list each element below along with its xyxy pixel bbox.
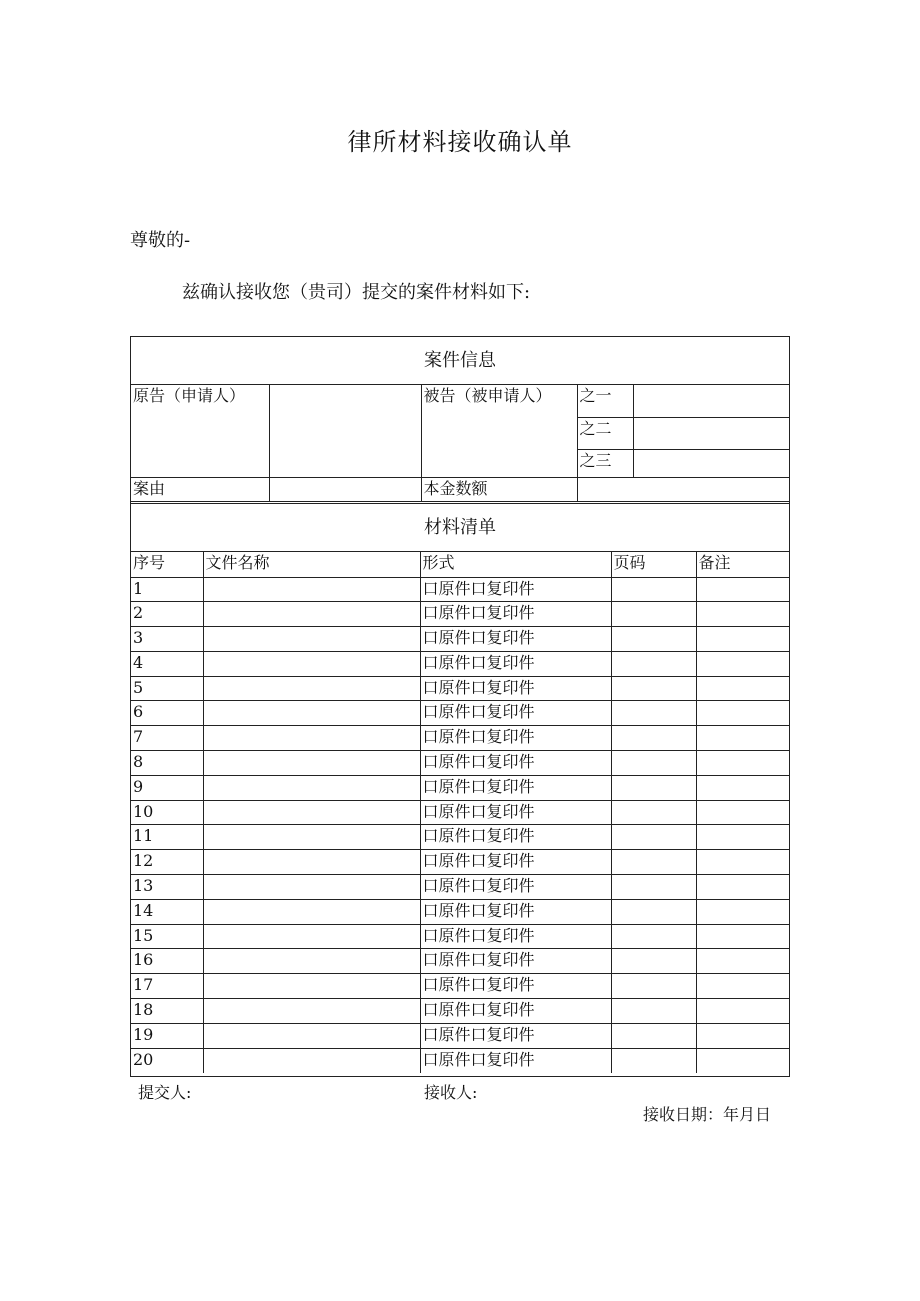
pages-cell[interactable] [611, 577, 696, 602]
greeting: 尊敬的- [130, 230, 191, 251]
col-header-notes: 备注 [696, 552, 789, 577]
form-cell[interactable]: 口原件口复印件 [420, 751, 611, 776]
notes-cell[interactable] [696, 1048, 789, 1073]
table-row [131, 577, 789, 602]
form-cell[interactable]: 口原件口复印件 [420, 875, 611, 900]
form-cell[interactable]: 口原件口复印件 [420, 899, 611, 924]
form-cell[interactable]: 口原件口复印件 [420, 627, 611, 652]
defendant-3-label: 之三 [577, 449, 633, 477]
table-row [131, 726, 789, 751]
pages-cell[interactable] [611, 1048, 696, 1073]
amount-field[interactable] [577, 477, 789, 501]
case-info-section [130, 336, 790, 504]
filename-cell[interactable] [203, 775, 420, 800]
filename-cell[interactable] [203, 924, 420, 949]
form-cell[interactable]: 口原件口复印件 [420, 726, 611, 751]
col-header-index: 序号 [131, 552, 203, 577]
form-cell[interactable]: 口原件口复印件 [420, 924, 611, 949]
table-row [131, 949, 789, 974]
filename-cell[interactable] [203, 899, 420, 924]
case-info-table [131, 385, 789, 502]
row-index: 10 [131, 800, 203, 825]
table-row [131, 825, 789, 850]
pages-cell[interactable] [611, 1023, 696, 1048]
filename-cell[interactable] [203, 825, 420, 850]
table-row [131, 1023, 789, 1048]
notes-cell[interactable] [696, 726, 789, 751]
intro-text: 兹确认接收您（贵司）提交的案件材料如下: [182, 282, 531, 303]
defendant-1-field[interactable] [633, 385, 789, 417]
row-index: 13 [131, 875, 203, 900]
form-cell[interactable]: 口原件口复印件 [420, 1048, 611, 1073]
filename-cell[interactable] [203, 949, 420, 974]
table-row [131, 924, 789, 949]
notes-cell[interactable] [696, 949, 789, 974]
filename-cell[interactable] [203, 676, 420, 701]
row-index: 20 [131, 1048, 203, 1073]
defendant-2-label: 之二 [577, 417, 633, 449]
pages-cell[interactable] [611, 999, 696, 1024]
pages-cell[interactable] [611, 974, 696, 999]
cause-label: 案由 [131, 477, 269, 501]
receiver-label: 接收人: [424, 1083, 478, 1102]
notes-cell[interactable] [696, 825, 789, 850]
row-index: 11 [131, 825, 203, 850]
notes-cell[interactable] [696, 999, 789, 1024]
pages-cell[interactable] [611, 924, 696, 949]
form-cell[interactable]: 口原件口复印件 [420, 651, 611, 676]
table-row [131, 627, 789, 652]
row-index: 18 [131, 999, 203, 1024]
pages-cell[interactable] [611, 651, 696, 676]
row-index: 4 [131, 651, 203, 676]
form-cell[interactable]: 口原件口复印件 [420, 602, 611, 627]
col-header-pages: 页码 [611, 552, 696, 577]
filename-cell[interactable] [203, 602, 420, 627]
row-index: 1 [131, 577, 203, 602]
pages-cell[interactable] [611, 875, 696, 900]
table-row [131, 602, 789, 627]
form-cell[interactable]: 口原件口复印件 [420, 800, 611, 825]
materials-table [131, 552, 789, 1073]
row-index: 17 [131, 974, 203, 999]
table-row [131, 751, 789, 776]
receive-date: 接收日期：年月日 [643, 1105, 772, 1124]
filename-cell[interactable] [203, 577, 420, 602]
amount-label: 本金数额 [421, 477, 577, 501]
row-index: 9 [131, 775, 203, 800]
notes-cell[interactable] [696, 899, 789, 924]
table-row [131, 775, 789, 800]
row-index: 5 [131, 676, 203, 701]
row-index: 2 [131, 602, 203, 627]
pages-cell[interactable] [611, 676, 696, 701]
filename-cell[interactable] [203, 1023, 420, 1048]
notes-cell[interactable] [696, 676, 789, 701]
materials-header-row [131, 552, 789, 577]
pages-cell[interactable] [611, 602, 696, 627]
pages-cell[interactable] [611, 850, 696, 875]
notes-cell[interactable] [696, 800, 789, 825]
filename-cell[interactable] [203, 875, 420, 900]
plaintiff-label: 原告（申请人） [131, 385, 269, 477]
pages-cell[interactable] [611, 800, 696, 825]
table-row [131, 999, 789, 1024]
notes-cell[interactable] [696, 701, 789, 726]
table-row [131, 974, 789, 999]
form-cell[interactable]: 口原件口复印件 [420, 825, 611, 850]
notes-cell[interactable] [696, 651, 789, 676]
form-cell[interactable]: 口原件口复印件 [420, 676, 611, 701]
notes-cell[interactable] [696, 924, 789, 949]
row-index: 15 [131, 924, 203, 949]
row-index: 16 [131, 949, 203, 974]
filename-cell[interactable] [203, 800, 420, 825]
pages-cell[interactable] [611, 726, 696, 751]
notes-cell[interactable] [696, 751, 789, 776]
form-cell[interactable]: 口原件口复印件 [420, 974, 611, 999]
form-cell[interactable]: 口原件口复印件 [420, 1023, 611, 1048]
pages-cell[interactable] [611, 825, 696, 850]
submitter-label: 提交人: [138, 1083, 192, 1102]
form-cell[interactable]: 口原件口复印件 [420, 701, 611, 726]
cause-field[interactable] [269, 477, 421, 501]
pages-cell[interactable] [611, 701, 696, 726]
col-header-filename: 文件名称 [203, 552, 420, 577]
page-title: 律所材料接收确认单 [347, 128, 573, 156]
filename-cell[interactable] [203, 850, 420, 875]
filename-cell[interactable] [203, 651, 420, 676]
defendant-2-field[interactable] [633, 417, 789, 449]
defendant-1-label: 之一 [577, 385, 633, 417]
notes-cell[interactable] [696, 1023, 789, 1048]
defendant-label: 被告（被申请人） [421, 385, 577, 477]
filename-cell[interactable] [203, 751, 420, 776]
form-cell[interactable]: 口原件口复印件 [420, 949, 611, 974]
pages-cell[interactable] [611, 627, 696, 652]
table-row [131, 651, 789, 676]
table-row [131, 875, 789, 900]
notes-cell[interactable] [696, 775, 789, 800]
row-index: 12 [131, 850, 203, 875]
table-row [131, 850, 789, 875]
row-index: 14 [131, 899, 203, 924]
col-header-form: 形式 [420, 552, 611, 577]
plaintiff-field[interactable] [269, 385, 421, 477]
form-cell[interactable]: 口原件口复印件 [420, 577, 611, 602]
filename-cell[interactable] [203, 999, 420, 1024]
form-cell[interactable]: 口原件口复印件 [420, 775, 611, 800]
notes-cell[interactable] [696, 602, 789, 627]
row-index: 3 [131, 627, 203, 652]
table-row [131, 899, 789, 924]
row-index: 8 [131, 751, 203, 776]
table-row [131, 701, 789, 726]
table-row [131, 800, 789, 825]
pages-cell[interactable] [611, 775, 696, 800]
row-index: 6 [131, 701, 203, 726]
form-cell[interactable]: 口原件口复印件 [420, 999, 611, 1024]
filename-cell[interactable] [203, 726, 420, 751]
row-index: 7 [131, 726, 203, 751]
filename-cell[interactable] [203, 974, 420, 999]
notes-cell[interactable] [696, 627, 789, 652]
materials-header: 材料清单 [131, 504, 789, 552]
notes-cell[interactable] [696, 850, 789, 875]
row-index: 19 [131, 1023, 203, 1048]
case-info-header: 案件信息 [131, 337, 789, 385]
notes-cell[interactable] [696, 875, 789, 900]
filename-cell[interactable] [203, 627, 420, 652]
table-row [131, 1048, 789, 1073]
pages-cell[interactable] [611, 899, 696, 924]
notes-cell[interactable] [696, 974, 789, 999]
filename-cell[interactable] [203, 1048, 420, 1073]
defendant-3-field[interactable] [633, 449, 789, 477]
materials-section [130, 503, 790, 1077]
form-cell[interactable]: 口原件口复印件 [420, 850, 611, 875]
notes-cell[interactable] [696, 577, 789, 602]
filename-cell[interactable] [203, 701, 420, 726]
pages-cell[interactable] [611, 751, 696, 776]
pages-cell[interactable] [611, 949, 696, 974]
table-row [131, 676, 789, 701]
